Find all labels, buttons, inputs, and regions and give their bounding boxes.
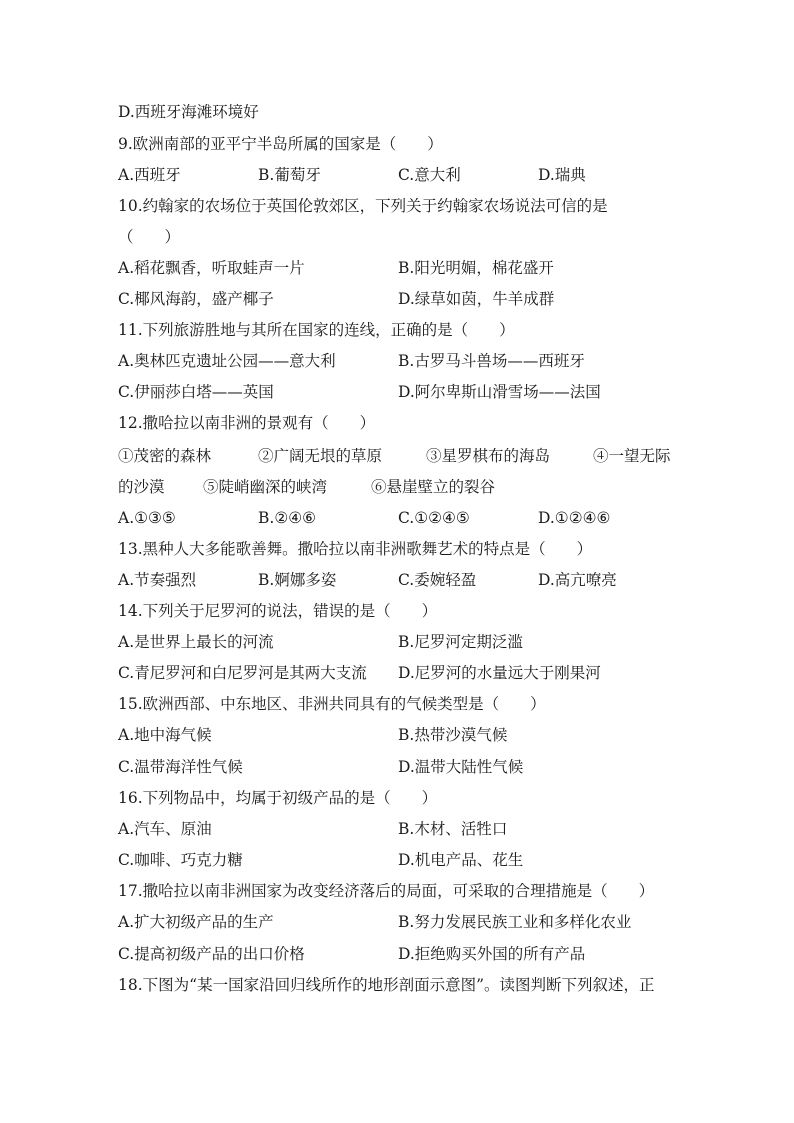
q9-option-a: A.西班牙 bbox=[118, 166, 181, 184]
q12-option-b: B.②④⑥ bbox=[258, 509, 317, 527]
q15-stem: 15.欧洲西部、中东地区、非洲共同具有的气候类型是（ ） bbox=[118, 695, 546, 713]
q14-stem: 14.下列关于尼罗河的说法，错误的是（ ） bbox=[118, 602, 438, 620]
q11-option-d: D.阿尔卑斯山滑雪场——法国 bbox=[398, 383, 601, 401]
q12-item-2: ②广阔无垠的草原 bbox=[258, 447, 383, 465]
q12-item-4: ④一望无际 bbox=[593, 447, 671, 465]
q12-stem: 12.撒哈拉以南非洲的景观有（ ） bbox=[118, 414, 376, 432]
q10-option-b: B.阳光明媚，棉花盛开 bbox=[398, 259, 554, 277]
q10-option-c: C.椰风海韵，盛产椰子 bbox=[118, 290, 274, 308]
q12-item-1: ①茂密的森林 bbox=[118, 447, 212, 465]
q13-option-a: A.节奏强烈 bbox=[118, 571, 197, 589]
q15-option-a: A.地中海气候 bbox=[118, 726, 212, 744]
q17-option-d: D.拒绝购买外国的所有产品 bbox=[398, 945, 586, 963]
q13-option-c: C.委婉轻盈 bbox=[398, 571, 477, 589]
q17-option-a: A.扩大初级产品的生产 bbox=[118, 913, 274, 931]
q15-option-b: B.热带沙漠气候 bbox=[398, 726, 508, 744]
q17-option-c: C.提高初级产品的出口价格 bbox=[118, 945, 305, 963]
q16-option-b: B.木材、活牲口 bbox=[398, 820, 508, 838]
q16-option-c: C.咖啡、巧克力糖 bbox=[118, 851, 243, 869]
q12-item-5: ⑤陡峭幽深的峡湾 bbox=[203, 478, 328, 496]
q13-option-b: B.婀娜多姿 bbox=[258, 571, 337, 589]
q11-stem: 11.下列旅游胜地与其所在国家的连线，正确的是（ ） bbox=[118, 321, 515, 339]
q14-option-a: A.是世界上最长的河流 bbox=[118, 633, 274, 651]
q18-stem: 18.下图为“某一国家沿回归线所作的地形剖面示意图”。读图判断下列叙述，正 bbox=[118, 976, 655, 994]
q12-item-4-cont: 的沙漠 bbox=[118, 478, 165, 496]
q15-option-d: D.温带大陆性气候 bbox=[398, 758, 524, 776]
q11-option-b: B.古罗马斗兽场——西班牙 bbox=[398, 352, 585, 370]
q10-option-d: D.绿草如茵，牛羊成群 bbox=[398, 290, 555, 308]
q12-option-d: D.①②④⑥ bbox=[538, 509, 611, 527]
q10-stem-line1: 10.约翰家的农场位于英国伦敦郊区，下列关于约翰家农场说法可信的是 bbox=[118, 197, 608, 215]
q14-option-d: D.尼罗河的水量远大于刚果河 bbox=[398, 664, 601, 682]
q12-option-a: A.①③⑤ bbox=[118, 509, 176, 527]
q10-stem-line2: （ ） bbox=[118, 228, 181, 246]
q11-option-a: A.奥林匹克遗址公园——意大利 bbox=[118, 352, 336, 370]
q16-option-a: A.汽车、原油 bbox=[118, 820, 212, 838]
q9-option-c: C.意大利 bbox=[398, 166, 461, 184]
q15-option-c: C.温带海洋性气候 bbox=[118, 758, 243, 776]
q9-option-b: B.葡萄牙 bbox=[258, 166, 321, 184]
q16-stem: 16.下列物品中，均属于初级产品的是（ ） bbox=[118, 789, 438, 807]
q12-option-c: C.①②④⑤ bbox=[398, 509, 470, 527]
q13-option-d: D.高亢嘹亮 bbox=[538, 571, 617, 589]
q12-item-6: ⑥悬崖壁立的裂谷 bbox=[371, 478, 496, 496]
q17-stem: 17.撒哈拉以南非洲国家为改变经济落后的局面，可采取的合理措施是（ ） bbox=[118, 882, 655, 900]
q11-option-c: C.伊丽莎白塔——英国 bbox=[118, 383, 274, 401]
q9-option-d: D.瑞典 bbox=[538, 166, 586, 184]
q12-item-3: ③星罗棋布的海岛 bbox=[426, 447, 551, 465]
q9-stem: 9.欧洲南部的亚平宁半岛所属的国家是（ ） bbox=[118, 135, 443, 153]
q13-stem: 13.黑种人大多能歌善舞。撒哈拉以南非洲歌舞艺术的特点是（ ） bbox=[118, 540, 593, 558]
q8-option-d: D.西班牙海滩环境好 bbox=[118, 103, 259, 121]
q14-option-b: B.尼罗河定期泛滥 bbox=[398, 633, 523, 651]
q17-option-b: B.努力发展民族工业和多样化农业 bbox=[398, 913, 632, 931]
q16-option-d: D.机电产品、花生 bbox=[398, 851, 524, 869]
q14-option-c: C.青尼罗河和白尼罗河是其两大支流 bbox=[118, 664, 367, 682]
q10-option-a: A.稻花飘香，听取蛙声一片 bbox=[118, 259, 305, 277]
